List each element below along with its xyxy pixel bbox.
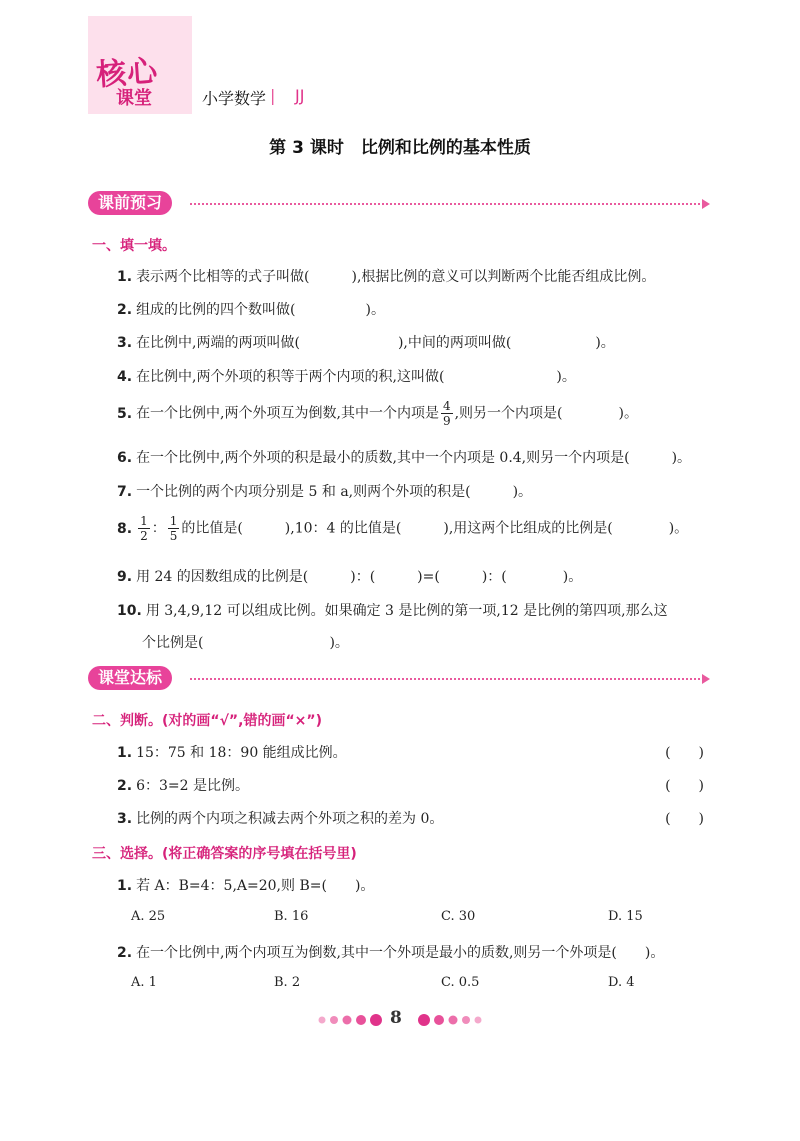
question-text: 的比值是( ),10：4 的比值是( ),用这两个比组成的比例是( )。 — [181, 520, 689, 537]
question-text: 在一个比例中,两个外项互为倒数,其中一个内项是 — [136, 405, 439, 422]
footer-dot — [356, 1015, 366, 1025]
question-number: 1. — [117, 269, 133, 285]
fraction-numerator: 4 — [442, 399, 451, 413]
option-d: D. 15 — [608, 909, 643, 924]
question-number: 10. — [117, 603, 142, 619]
question-text: 6：3=2 是比例。 — [136, 778, 249, 794]
question-6 — [117, 447, 691, 467]
question-number: 3. — [117, 811, 133, 827]
footer-dot — [330, 1016, 338, 1024]
footer-dot — [418, 1014, 430, 1026]
fraction — [441, 399, 453, 428]
option-a: A. 25 — [131, 909, 166, 924]
question-text: 表示两个比相等的式子叫做( ),根据比例的意义可以判断两个比能否组成比例。 — [136, 269, 656, 285]
footer-dot — [370, 1014, 382, 1026]
arrow-right-icon — [702, 674, 710, 684]
option-a: A. 1 — [131, 975, 157, 990]
question-number: 2. — [117, 945, 133, 961]
judge-item-2 — [117, 775, 249, 795]
question-7 — [117, 481, 532, 501]
question-text: 比例的两个内项之积减去两个外项之积的差为 0。 — [136, 811, 444, 827]
section-heading-choice: 三、选择。(将正确答案的序号填在括号里) — [92, 846, 357, 862]
judge-item-3 — [117, 808, 443, 828]
question-number: 2. — [117, 778, 133, 794]
question-number: 4. — [117, 369, 133, 385]
question-3 — [117, 332, 615, 352]
question-4 — [117, 366, 576, 386]
question-number: 1. — [117, 745, 133, 761]
question-10 — [117, 600, 668, 620]
choice-question-2 — [117, 942, 664, 962]
question-text: ,则另一个内项是( )。 — [454, 405, 638, 422]
arrow-right-icon — [702, 199, 710, 209]
option-c: C. 30 — [441, 909, 476, 924]
fraction-denominator: 2 — [140, 529, 148, 543]
question-text: 在一个比例中,两个内项互为倒数,其中一个外项是最小的质数,则另一个外项是( )。 — [136, 945, 665, 961]
footer-dot — [343, 1016, 352, 1025]
banner-dotted-line — [190, 203, 700, 205]
question-5 — [117, 399, 638, 428]
page-number: 8 — [390, 1008, 402, 1028]
question-10-continued: 个比例是( )。 — [142, 635, 349, 651]
fraction-denominator: 9 — [442, 414, 451, 428]
fraction — [138, 514, 150, 543]
question-text: 15：75 和 18：90 能组成比例。 — [136, 745, 347, 761]
section-heading-judge: 二、判断。(对的画“√”,错的画“×”) — [92, 713, 322, 729]
fraction-numerator: 1 — [140, 514, 148, 528]
question-text: 在一个比例中,两个外项的积是最小的质数,其中一个内项是 0.4,则另一个内项是( )。 — [136, 450, 692, 466]
edition-label: JJ — [295, 86, 305, 105]
question-9 — [117, 566, 582, 586]
subject-label: 小学数学 — [202, 89, 267, 108]
section-heading-fill: 一、填一填。 — [92, 238, 176, 254]
section-banner-preview: 课前预习 — [88, 191, 172, 215]
footer-dot — [462, 1016, 470, 1024]
question-number: 6. — [117, 450, 133, 466]
question-text: 一个比例的两个内项分别是 5 和 a,则两个外项的积是( )。 — [136, 484, 533, 500]
judge-item-1 — [117, 742, 347, 762]
question-text: 在比例中,两端的两项叫做( ),中间的两项叫做( )。 — [136, 335, 615, 351]
lesson-title: 第 3 课时 比例和比例的基本性质 — [269, 138, 531, 158]
question-number: 8. — [117, 520, 133, 537]
fraction — [168, 514, 180, 543]
question-number: 3. — [117, 335, 133, 351]
option-d: D. 4 — [608, 975, 635, 990]
question-number: 2. — [117, 302, 133, 318]
choice-question-1 — [117, 875, 374, 895]
question-text: 若 A：B=4：5,A=20,则 B=( )。 — [136, 878, 375, 894]
ratio-colon: ： — [151, 520, 166, 537]
section-banner-practice: 课堂达标 — [88, 666, 172, 690]
footer-dot — [475, 1017, 482, 1024]
footer-dot — [319, 1017, 326, 1024]
footer-dot — [449, 1016, 458, 1025]
question-text: 用 24 的因数组成的比例是( )：( )=( )：( )。 — [136, 569, 583, 585]
answer-parentheses: ( ) — [665, 778, 704, 794]
option-b: B. 16 — [274, 909, 309, 924]
question-number: 1. — [117, 878, 133, 894]
header-separator: | — [270, 86, 276, 105]
question-8 — [117, 514, 688, 543]
question-number: 9. — [117, 569, 133, 585]
question-2 — [117, 299, 385, 319]
answer-parentheses: ( ) — [665, 745, 704, 761]
question-text: 在比例中,两个外项的积等于两个内项的积,这叫做( )。 — [136, 369, 576, 385]
question-number: 5. — [117, 405, 133, 422]
fraction-denominator: 5 — [169, 529, 178, 543]
logo-text-ketang: 课堂 — [116, 88, 152, 109]
fraction-numerator: 1 — [169, 514, 178, 528]
question-1 — [117, 266, 655, 286]
footer-dot — [434, 1015, 444, 1025]
question-text: 组成的比例的四个数叫做( )。 — [136, 302, 385, 318]
question-text: 用 3,4,9,12 可以组成比例。如果确定 3 是比例的第一项,12 是比例的第四项,那么这 — [145, 603, 668, 619]
answer-parentheses: ( ) — [665, 811, 704, 827]
option-c: C. 0.5 — [441, 975, 480, 990]
option-b: B. 2 — [274, 975, 301, 990]
banner-dotted-line — [190, 678, 700, 680]
logo-text-hexin: 核心 — [95, 53, 160, 94]
question-number: 7. — [117, 484, 133, 500]
